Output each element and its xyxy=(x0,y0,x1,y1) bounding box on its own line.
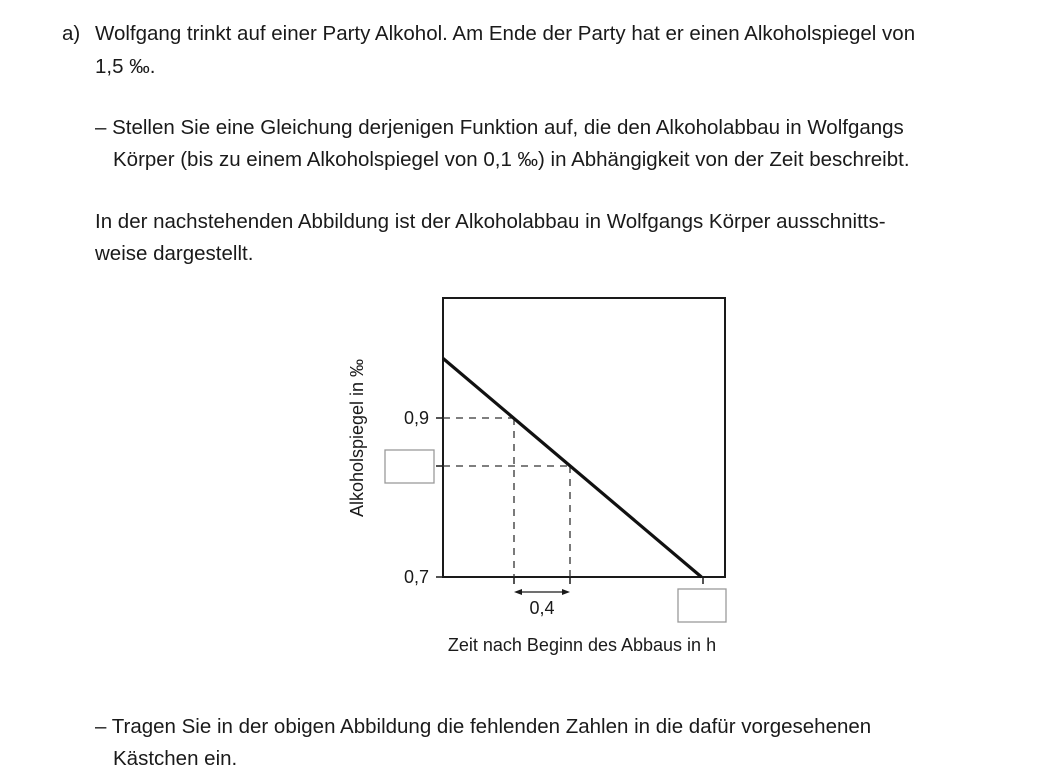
plot-frame xyxy=(443,298,725,577)
bullet-1-line-2: Körper (bis zu einem Alkoholspiegel von 0,1 ‰) in Abhängigkeit von der Zeit beschreibt. xyxy=(113,148,910,171)
y-tick-label-0-9: 0,9 xyxy=(403,408,429,428)
bullet-1-line-1: – Stellen Sie eine Gleichung derjenigen Funktion auf, die den Alkoholabbau in Wolfgangs xyxy=(95,116,904,139)
intro-line-2: 1,5 ‰. xyxy=(95,55,156,78)
answer-box-x[interactable] xyxy=(678,589,726,622)
paragraph-line-2: weise dargestellt. xyxy=(95,242,254,265)
paragraph-line-1: In der nachstehenden Abbildung ist der Alkoholabbau in Wolfgangs Körper ausschnitts- xyxy=(95,210,886,233)
answer-box-y[interactable] xyxy=(385,450,434,483)
interval-arrow xyxy=(514,589,570,595)
y-tick-label-0-7: 0,7 xyxy=(403,567,429,587)
bullet-2-line-1: – Tragen Sie in der obigen Abbildung die fehlenden Zahlen in die dafür vorgesehenen xyxy=(95,715,872,738)
y-axis-label: Alkoholspiegel in ‰ xyxy=(347,358,367,518)
bullet-2-line-2: Kästchen ein. xyxy=(113,747,238,770)
x-axis-label: Zeit nach Beginn des Abbaus in h xyxy=(447,635,717,655)
intro-line-1: Wolfgang trinkt auf einer Party Alkohol. Am Ende der Party hat er einen Alkoholspiegel von xyxy=(95,22,916,45)
helper-lines xyxy=(443,418,570,577)
decay-line xyxy=(443,358,701,577)
task-label: a) xyxy=(62,22,81,45)
interval-label: 0,4 xyxy=(529,598,555,618)
